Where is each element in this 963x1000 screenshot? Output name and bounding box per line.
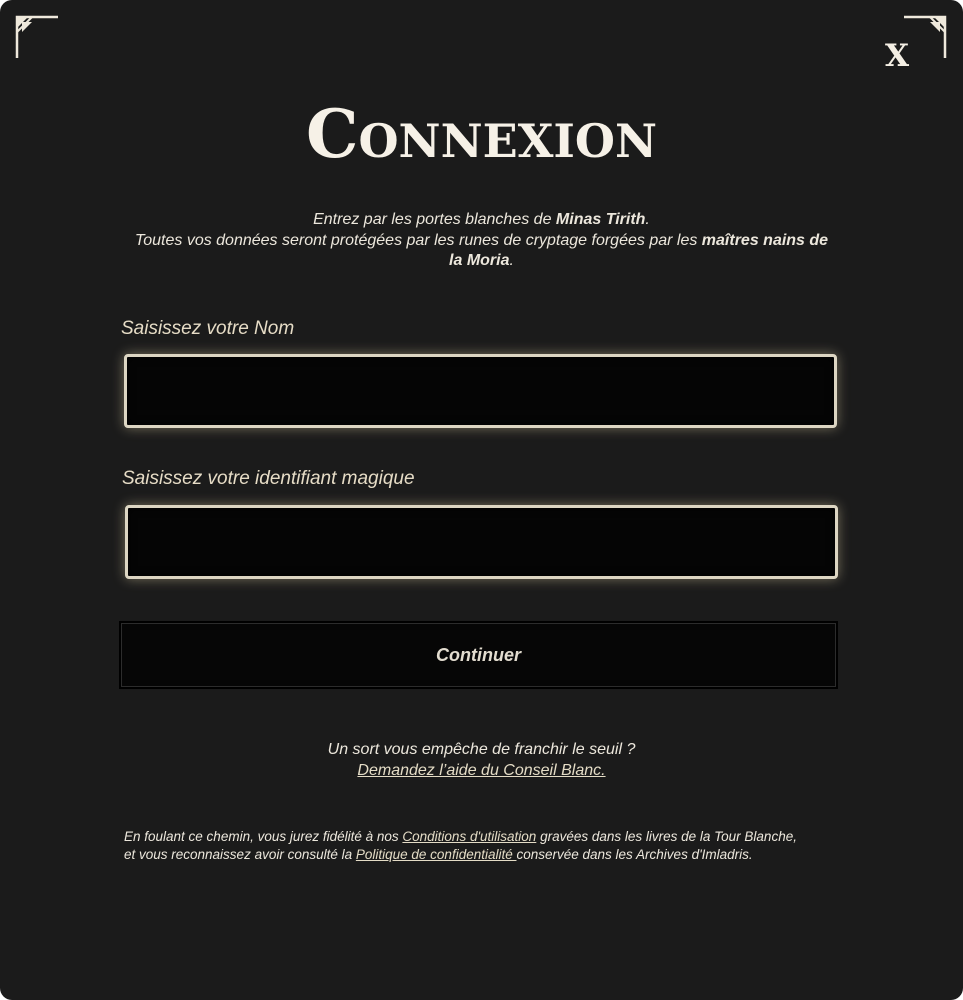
intro-text: Entrez par les portes blanches de Minas Tirith. Toutes vos données seront protégées par les runes de cryptage forgées par les maîtres nains de la Moria. bbox=[134, 211, 829, 269]
continue-button[interactable]: Continuer bbox=[119, 621, 838, 689]
magic-id-input[interactable] bbox=[125, 505, 838, 579]
help-text bbox=[200, 740, 763, 781]
terms-link[interactable]: Conditions d'utilisation bbox=[402, 829, 537, 844]
magic-id-field-label: Saisissez votre identifiant magique bbox=[122, 468, 415, 489]
help-question: Un sort vous empêche de franchir le seuil ? bbox=[327, 741, 636, 758]
help-link[interactable]: Demandez l’aide du Conseil Blanc. bbox=[357, 761, 606, 779]
privacy-link[interactable]: Politique de confidentialité bbox=[355, 846, 517, 862]
page-title: Connexion bbox=[305, 95, 658, 173]
name-field-label: Saisissez votre Nom bbox=[121, 318, 295, 339]
close-icon: X bbox=[884, 38, 910, 74]
corner-ornament-left-icon bbox=[14, 14, 60, 60]
intro-bold-dwarves: maîtres nains de la Moria bbox=[449, 231, 829, 269]
close-button[interactable] bbox=[880, 38, 914, 74]
legal-notice: En foulant ce chemin, vous jurez fidélité à nos Conditions d'utilisation gravées dans les livres de la Tour Blanche, et vous reconnaissez avoir consulté la Politique de confidentialité conservée dans les Archives d'Imladris. bbox=[124, 829, 797, 862]
name-input[interactable] bbox=[124, 354, 837, 428]
intro-bold-city: Minas Tirith bbox=[555, 211, 646, 228]
